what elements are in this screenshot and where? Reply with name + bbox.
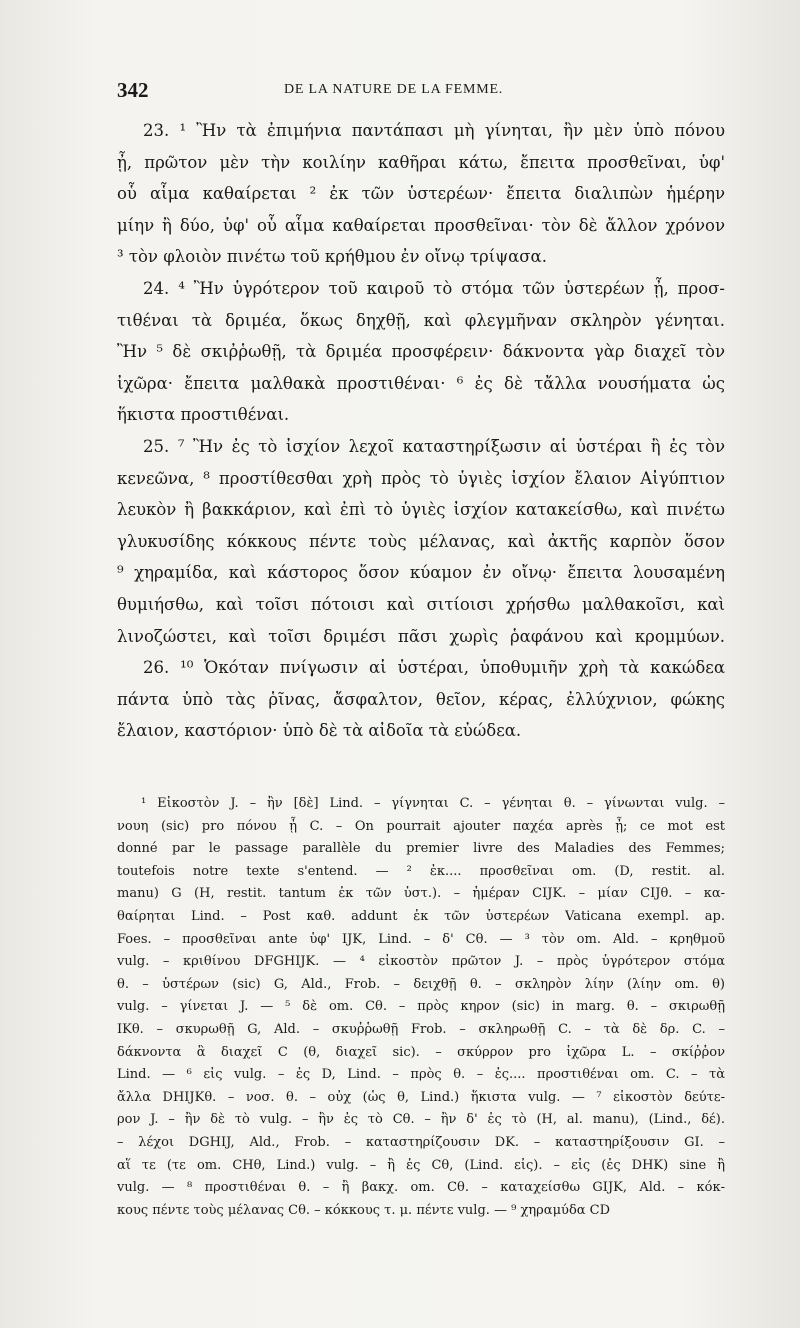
footnote-line: ¹ Εἰκοστὸν J. – ἢν [δὲ] Lind. – γίγνηται C. – γένηται θ. – γίνωνται vulg. – [141, 796, 725, 811]
footnote-line: ρον J. – ἢν δὲ τὸ vulg. – ἢν ἐς τὸ Cθ. – ἢν δ' ἐς τὸ (H, al. manu), (Lind., δέ). [117, 1112, 725, 1128]
text-line: 25. ⁷ Ἢν ἐς τὸ ἰσχίον λεχοῖ καταστηρίξωσιν αἱ ὑστέραι ἢ ἐς τὸν [143, 436, 725, 456]
footnote-line: αἵ τε (τε om. CHθ, Lind.) vulg. – ἢ ἐς Cθ, (Lind. εἰς). – εἰς (ἐς DHK) sine ἢ [117, 1157, 725, 1173]
page-number: 342 [117, 78, 149, 102]
footnote-line: δάκνοντα ἃ διαχεῖ C (θ, διαχεῖ sic). – σκύρρον pro ἰχῶρα L. – σκίῤῥον [117, 1044, 725, 1060]
footnote-line: Lind. — ⁶ εἰς vulg. – ἐς D, Lind. – πρὸς θ. – ἐς.... προστιθέναι om. C. – τὰ [117, 1067, 725, 1083]
footnote-line: θαίρηται Lind. – Post καθ. addunt ἐκ τῶν ὑστερέων Vaticana exempl. ap. [117, 908, 725, 924]
main-text [117, 115, 725, 747]
page-header [117, 78, 723, 104]
text-line: λευκὸν ἢ βακκάριον, καὶ ἐπὶ τὸ ὑγιὲς ἰσχίον κατακείσθω, καὶ πινέτω [117, 500, 725, 520]
text-line: μίην ἢ δύο, ὑφ' οὗ αἷμα καθαίρεται προσθεῖναι· τὸν δὲ ἄλλον χρόνον [117, 215, 725, 235]
text-line: ἔλαιον, καστόριον· ὑπὸ δὲ τὰ αἰδοῖα τὰ εὐώδεα. [117, 721, 522, 741]
footnote-line: vulg. – γίνεται J. — ⁵ δὲ om. Cθ. – πρὸς κηρον (sic) in marg. θ. – σκιρωθῇ [117, 999, 725, 1015]
text-line: τιθέναι τὰ δριμέα, ὅκως δηχθῇ, καὶ φλεγμῆναν σκληρὸν γένηται. [117, 310, 725, 330]
text-line: γλυκυσίδης κόκκους πέντε τοὺς μέλανας, καὶ ἀκτῆς καρπὸν ὅσον [117, 531, 725, 551]
footnote-line: donné par le passage parallèle du premier livre des Maladies des Femmes; [117, 841, 725, 857]
text-line: Ἢν ⁵ δὲ σκιῤῥωθῇ, τὰ δριμέα προσφέρειν· δάκνοντα γὰρ διαχεῖ τὸν [117, 342, 725, 362]
footnote-line: θ. – ὑστέρων (sic) G, Ald., Frob. – δειχθῇ θ. – σκληρὸν λίην (λίην om. θ) [117, 976, 725, 992]
text-line: οὗ αἷμα καθαίρεται ² ἐκ τῶν ὑστερέων· ἔπειτα διαλιπὼν ἡμέρην [117, 184, 725, 204]
footnote-line: κους πέντε τοὺς μέλανας Cθ. – κόκκους τ. μ. πέντε vulg. — ⁹ χηραμύδα CD [117, 1202, 611, 1218]
text-line: 24. ⁴ Ἢν ὑγρότερον τοῦ καιροῦ τὸ στόμα τῶν ὑστερέων ᾖ, προσ- [143, 278, 725, 298]
footnote-line: manu) G (H, restit. tantum ἐκ τῶν ὑστ.). – ἡμέραν CIJK. – μίαν CIJθ. – κα- [117, 886, 725, 902]
text-line: ³ τὸν φλοιὸν πινέτω τοῦ κρήθμου ἐν οἴνῳ τρίψασα. [117, 247, 547, 267]
text-line: ἰχῶρα· ἔπειτα μαλθακὰ προστιθέναι· ⁶ ἐς δὲ τἄλλα νουσήματα ὡς [117, 373, 725, 393]
footnote-line: ἄλλα DHIJKθ. – νοσ. θ. – οὐχ (ὡς θ, Lind.) ἥκιστα vulg. — ⁷ εἰκοστὸν δεύτε- [117, 1089, 725, 1105]
footnote-line: Foes. – προσθεῖναι ante ὑφ' IJK, Lind. – δ' Cθ. — ³ τὸν om. Ald. – κρηθμοῦ [117, 931, 725, 947]
footnote-line: toutefois notre texte s'entend. — ² ἐκ.... προσθεῖναι om. (D, restit. al. [117, 863, 725, 879]
text-line: ⁹ χηραμίδα, καὶ κάστορος ὅσον κύαμον ἐν οἴνῳ· ἔπειτα λουσαμένη [117, 563, 725, 583]
text-line: 23. ¹ Ἢν τὰ ἐπιμήνια παντάπασι μὴ γίνηται, ἢν μὲν ὑπὸ πόνου [143, 121, 725, 140]
text-line: κενεῶνα, ⁸ προστίθεσθαι χρὴ πρὸς τὸ ὑγιὲς ἰσχίον ἔλαιον Αἰγύπτιον [117, 468, 725, 488]
text-line: λινοζώστει, καὶ τοῖσι δριμέσι πᾶσι χωρὶς ῥαφάνου καὶ κρομμύων. [117, 626, 725, 646]
text-line: ἥκιστα προστιθέναι. [117, 405, 290, 425]
footnote-line: – λέχοι DGHIJ, Ald., Frob. – καταστηρίζουσιν DK. – καταστηρίξουσιν GI. – [117, 1134, 725, 1150]
footnote-line: vulg. – κριθίνου DFGHIJK. — ⁴ εἰκοστὸν πρῶτον J. – πρὸς ὑγρότερον στόμα [117, 954, 725, 970]
footnotes [117, 793, 725, 1222]
footnote-line: IKθ. – σκυρωθῇ G, Ald. – σκυῤῥωθῇ Frob. – σκληρωθῇ C. – τὰ δὲ δρ. C. – [117, 1021, 725, 1037]
footnote-line: νουη (sic) pro πόνου ᾖ C. – On pourrait ajouter παχέα après ᾖ; ce mot est [117, 818, 725, 834]
footnote-line: vulg. — ⁸ προστιθέναι θ. – ἢ βακχ. om. Cθ. – καταχείσθω GIJK, Ald. – κόκ- [117, 1180, 725, 1196]
text-line: θυμιήσθω, καὶ τοῖσι πότοισι καὶ σιτίοισι χρήσθω μαλθακοῖσι, καὶ [117, 594, 725, 614]
text-line: ᾖ, πρῶτον μὲν τὴν κοιλίην καθῆραι κάτω, ἔπειτα προσθεῖναι, ὑφ' [117, 152, 725, 172]
text-line: πάντα ὑπὸ τὰς ῥῖνας, ἄσφαλτον, θεῖον, κέρας, ἐλλύχνιον, φώκης [117, 689, 725, 709]
running-title: DE LA NATURE DE LA FEMME. [284, 82, 504, 97]
text-line: 26. ¹⁰ Ὁκόταν πνίγωσιν αἱ ὑστέραι, ὑποθυμιῆν χρὴ τὰ κακώδεα [143, 658, 725, 678]
